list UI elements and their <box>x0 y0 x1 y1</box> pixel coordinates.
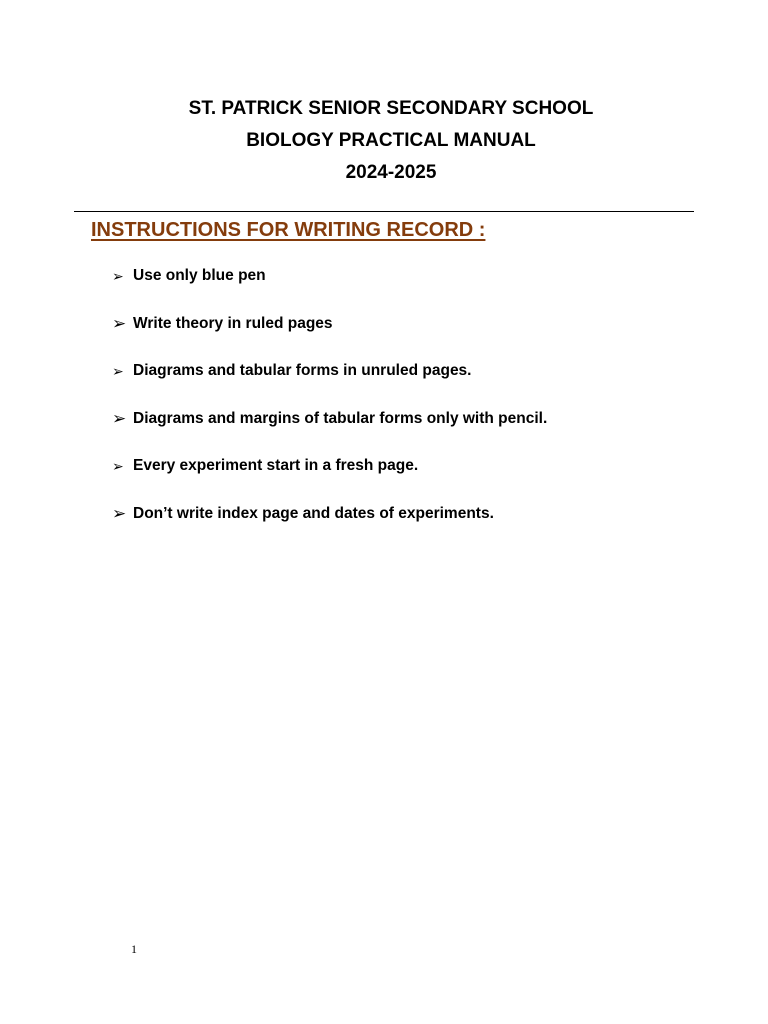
list-item <box>112 452 547 500</box>
instruction-list <box>112 262 547 548</box>
list-item <box>112 310 547 358</box>
page-number: 1 <box>131 942 137 956</box>
academic-year: 2024-2025 <box>345 162 437 183</box>
list-item <box>112 357 547 405</box>
arrow-bullet-icon: ➢ <box>112 313 127 333</box>
instruction-text: Don’t write index page and dates of experiments. <box>133 504 494 522</box>
arrow-bullet-icon: ➢ <box>112 268 124 284</box>
manual-title: BIOLOGY PRACTICAL MANUAL <box>246 130 536 151</box>
instruction-text: Write theory in ruled pages <box>133 314 333 332</box>
arrow-bullet-icon: ➢ <box>112 408 127 428</box>
section-title: INSTRUCTIONS FOR WRITING RECORD : <box>91 219 486 241</box>
list-item <box>112 262 547 310</box>
arrow-bullet-icon: ➢ <box>112 503 127 523</box>
list-item <box>112 405 547 453</box>
instruction-text: Diagrams and margins of tabular forms only with pencil. <box>133 409 548 427</box>
school-name: ST. PATRICK SENIOR SECONDARY SCHOOL <box>188 98 594 119</box>
list-item <box>112 500 547 548</box>
horizontal-divider <box>74 211 694 212</box>
arrow-bullet-icon: ➢ <box>112 458 124 475</box>
instruction-text: Use only blue pen <box>133 267 266 284</box>
instruction-text: Diagrams and tabular forms in unruled pages. <box>133 362 472 380</box>
document-header <box>0 93 768 189</box>
arrow-bullet-icon: ➢ <box>112 363 124 380</box>
instruction-text: Every experiment start in a fresh page. <box>133 457 419 475</box>
